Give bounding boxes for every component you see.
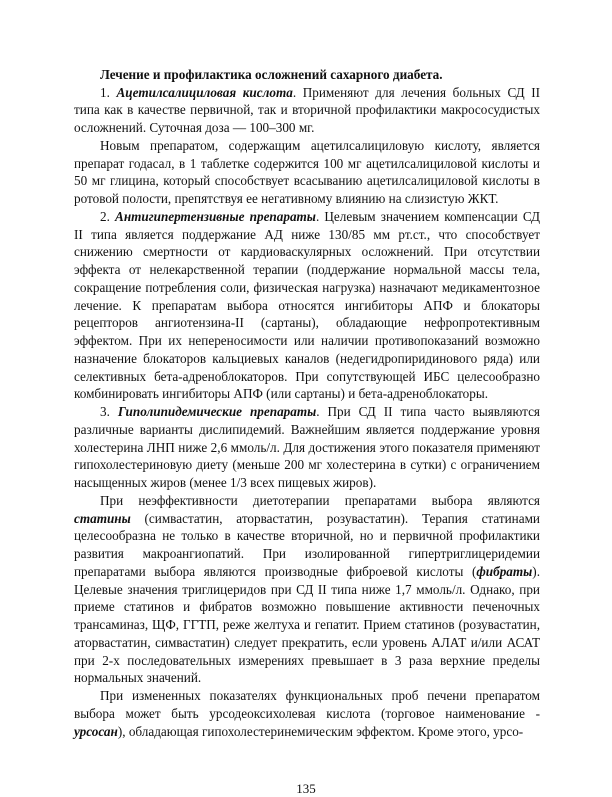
term-statins: статины [74, 510, 131, 526]
paragraph-hypolipidemic: 3. Гиполипидемические препараты. При СД II типа часто выявляются различные варианты дислипидемий. Важнейшим является поддержание уровня холестерина ЛНП ниже 2,6 ммоль/л. Для достижения этого показателя применяют гипохолестериновую диету (меньше 200 мг холестерина в сутки) с ограничением насыщенных жиров (менее 1/3 всех пищевых жиров). [74, 404, 541, 491]
term-acetylsalicylic-acid: Ацетилсалициловая кислота [116, 84, 293, 100]
page-number: 135 [296, 781, 316, 796]
paragraph-statins: При неэффективности диетотерапии препаратами выбора являются статины (симвастатин, аторвастатин, розувастатин). Терапия статинами целесообразна не только в качестве вторичной, но и первичной профилактики развития макроангиопатий. При изолированной гипертриглицеридемии препаратами выбора являются производные фиброевой кислоты (фибраты). Целевые значения триглицеридов при СД II типа ниже 1,7 ммоль/л. Однако, при приеме статинов и фибратов возможно повышение активности печеночных трансаминаз, ЩФ, ГГТП, реже желтуха и гепатит. Прием статинов (розувастатин, аторвастатин, симвастатин) следует прекратить, если уровень АЛАТ и/или АСАТ при 2-х последовательных измерениях превышает в 3 раза верхние пределы нормальных значений. [74, 492, 540, 686]
paragraph-antihypertensive: 2. Антигипертензивные препараты. Целевым значением компенсации СД II типа является поддержание АД ниже 130/85 мм рт.ст., что способствует снижению смертности от кардиоваскулярных осложнений. При отсутствии эффекта от нелекарственной терапии (поддержание нормальной массы тела, сокращение потребления соли, физическая нагрузка) назначают медикаментозное лечение. К препаратам выбора относятся ингибиторы АПФ и блокаторы рецепторов ангиотензина-II (сартаны), обладающие нефропротективным эффектом. При их непереносимости или наличии противопоказаний возможно назначение блокаторов кальциевых каналов (недегидропиридинового ряда) или селективных бета-адреноблокаторов. При сопутствующей ИБС целесообразно комбинировать ингибиторы АПФ (или сартаны) и бета-адреноблокаторы. [74, 208, 541, 402]
term-fibrates: фибраты [476, 563, 533, 579]
paragraph-godasal: Новым препаратом, содержащим ацетилсалициловую кислоту, является препарат годасал, в 1 таблетке содержится 100 мг ацетилсалициловой кислоты и 50 мг глицина, который способствует всасыванию ацетилсалициловой кислоты в ротовой полости, препятствуя ее негативному влиянию на слизистую ЖКТ. [74, 137, 540, 207]
term-antihypertensive-drugs: Антигипертензивные препараты [115, 208, 316, 224]
term-hypolipidemic-drugs: Гиполипидемические препараты [117, 404, 317, 420]
page-body [74, 66, 540, 740]
section-title: Лечение и профилактика осложнений сахарного диабета. [100, 67, 443, 82]
paragraph-ursosan: При измененных показателях функциональных проб печени препаратом выбора может быть урсодеоксихолевая кислота (торговое наименование - урсосан), обладающая гипохолестеринемическим эффектом. Кроме этого, урсо- [74, 688, 540, 739]
term-ursosan: урсосан [74, 723, 118, 739]
paragraph-aspirin: 1. Ацетилсалициловая кислота. Применяют для лечения больных СД II типа как в качестве первичной, так и вторичной профилактики макрососудистых осложнений. Суточная доза — 100–300 мг. [74, 84, 541, 136]
